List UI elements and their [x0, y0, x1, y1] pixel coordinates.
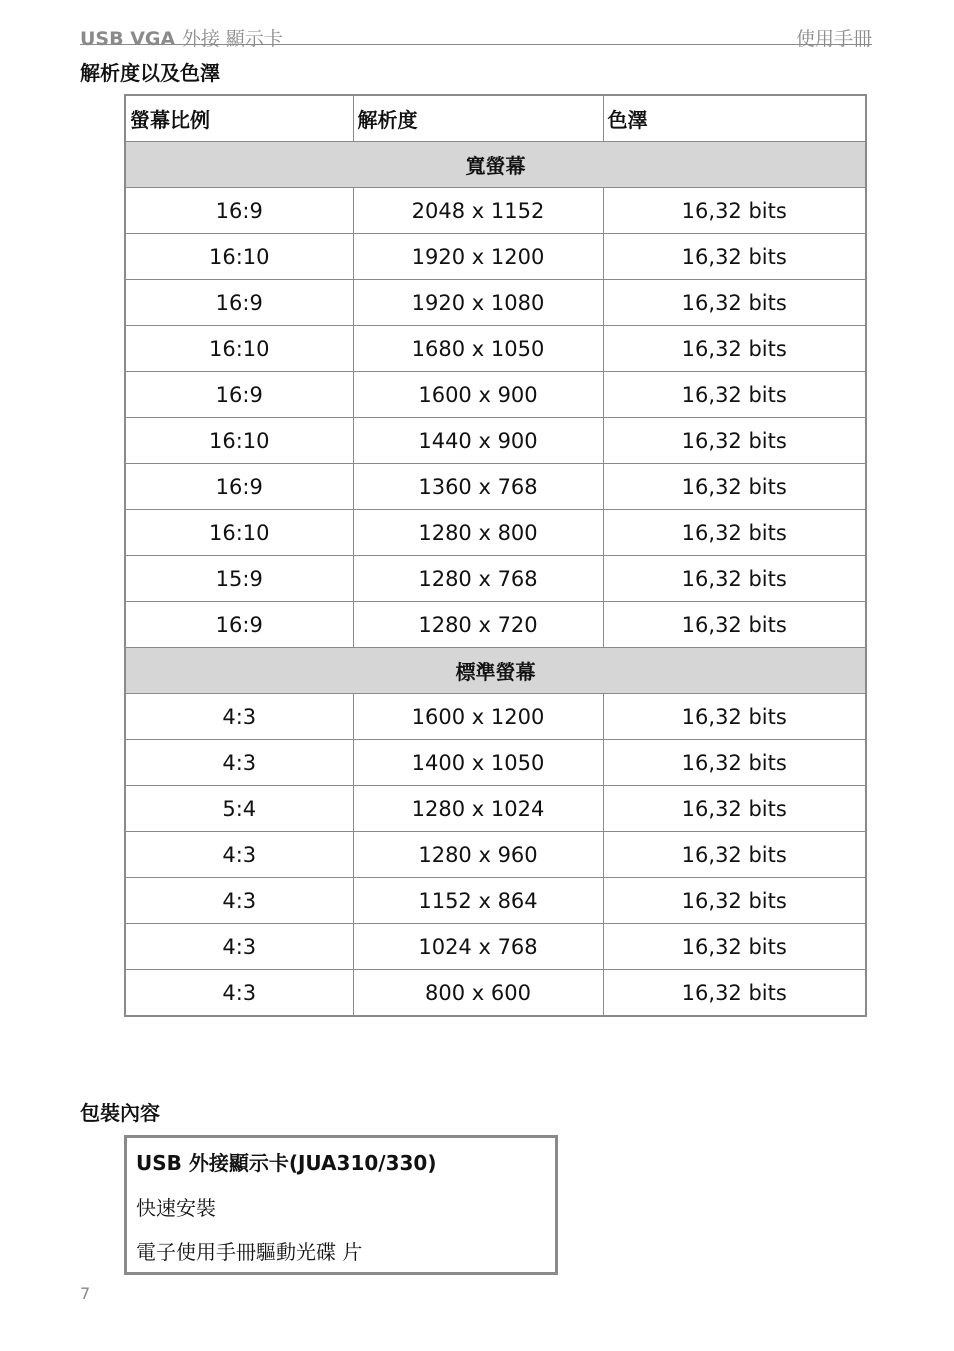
cell-color-depth: 16,32 bits	[603, 280, 866, 326]
table-row	[125, 556, 866, 602]
cell-resolution: 800 x 600	[353, 970, 603, 1017]
cell-resolution: 1600 x 1200	[353, 694, 603, 740]
table-row	[125, 188, 866, 234]
cell-aspect-ratio: 16:10	[125, 234, 353, 280]
cell-resolution: 2048 x 1152	[353, 188, 603, 234]
package-contents-box	[124, 1135, 558, 1275]
column-header-color-depth: 色澤	[603, 95, 866, 142]
table-row	[125, 924, 866, 970]
cell-aspect-ratio: 16:9	[125, 464, 353, 510]
package-item: USB 外接顯示卡(JUA310/330)	[136, 1151, 437, 1175]
table-row	[125, 740, 866, 786]
cell-aspect-ratio: 16:10	[125, 326, 353, 372]
cell-resolution: 1152 x 864	[353, 878, 603, 924]
package-section-title: 包裝內容	[80, 1101, 160, 1125]
cell-aspect-ratio: 4:3	[125, 832, 353, 878]
column-header-aspect-ratio: 螢幕比例	[125, 95, 353, 142]
cell-color-depth: 16,32 bits	[603, 970, 866, 1017]
cell-color-depth: 16,32 bits	[603, 832, 866, 878]
header-manual-label: 使用手冊	[795, 28, 872, 50]
resolution-table-body	[125, 95, 866, 1016]
resolution-table	[124, 94, 867, 1017]
package-item: 快速安裝	[136, 1196, 216, 1220]
table-group-row	[125, 648, 866, 694]
table-row	[125, 372, 866, 418]
cell-resolution: 1440 x 900	[353, 418, 603, 464]
cell-color-depth: 16,32 bits	[603, 694, 866, 740]
cell-aspect-ratio: 4:3	[125, 878, 353, 924]
cell-aspect-ratio: 5:4	[125, 786, 353, 832]
column-header-resolution: 解析度	[353, 95, 603, 142]
cell-resolution: 1280 x 800	[353, 510, 603, 556]
cell-aspect-ratio: 4:3	[125, 970, 353, 1017]
cell-resolution: 1280 x 960	[353, 832, 603, 878]
cell-aspect-ratio: 16:10	[125, 510, 353, 556]
cell-aspect-ratio: 16:9	[125, 602, 353, 648]
cell-color-depth: 16,32 bits	[603, 326, 866, 372]
page-number: 7	[80, 1284, 91, 1303]
cell-aspect-ratio: 15:9	[125, 556, 353, 602]
table-header-row	[125, 95, 866, 142]
cell-resolution: 1280 x 768	[353, 556, 603, 602]
cell-aspect-ratio: 16:10	[125, 418, 353, 464]
header-doc-title	[80, 24, 283, 51]
table-row	[125, 832, 866, 878]
cell-resolution: 1280 x 1024	[353, 786, 603, 832]
package-item: 電子使用手冊驅動光碟 片	[136, 1240, 363, 1264]
table-row	[125, 510, 866, 556]
cell-aspect-ratio: 4:3	[125, 740, 353, 786]
cell-aspect-ratio: 16:9	[125, 188, 353, 234]
table-row	[125, 786, 866, 832]
cell-color-depth: 16,32 bits	[603, 464, 866, 510]
table-row	[125, 234, 866, 280]
cell-resolution: 1920 x 1200	[353, 234, 603, 280]
table-group-row	[125, 142, 866, 188]
cell-aspect-ratio: 4:3	[125, 924, 353, 970]
cell-resolution: 1280 x 720	[353, 602, 603, 648]
table-row	[125, 694, 866, 740]
cell-aspect-ratio: 4:3	[125, 694, 353, 740]
cell-color-depth: 16,32 bits	[603, 510, 866, 556]
cell-color-depth: 16,32 bits	[603, 188, 866, 234]
table-row	[125, 970, 866, 1017]
table-row	[125, 418, 866, 464]
resolution-section-title: 解析度以及色澤	[80, 61, 220, 85]
group-label: 標準螢幕	[125, 648, 866, 694]
table-row	[125, 280, 866, 326]
header-doc-title-bold: USB VGA	[80, 28, 176, 50]
table-row	[125, 326, 866, 372]
cell-resolution: 1600 x 900	[353, 372, 603, 418]
cell-color-depth: 16,32 bits	[603, 556, 866, 602]
page-header	[80, 22, 872, 50]
cell-color-depth: 16,32 bits	[603, 878, 866, 924]
cell-color-depth: 16,32 bits	[603, 786, 866, 832]
cell-aspect-ratio: 16:9	[125, 280, 353, 326]
cell-aspect-ratio: 16:9	[125, 372, 353, 418]
cell-color-depth: 16,32 bits	[603, 740, 866, 786]
cell-color-depth: 16,32 bits	[603, 418, 866, 464]
cell-color-depth: 16,32 bits	[603, 372, 866, 418]
cell-resolution: 1400 x 1050	[353, 740, 603, 786]
table-row	[125, 602, 866, 648]
cell-resolution: 1024 x 768	[353, 924, 603, 970]
group-label: 寬螢幕	[125, 142, 866, 188]
cell-color-depth: 16,32 bits	[603, 602, 866, 648]
cell-resolution: 1680 x 1050	[353, 326, 603, 372]
cell-color-depth: 16,32 bits	[603, 234, 866, 280]
table-row	[125, 878, 866, 924]
cell-color-depth: 16,32 bits	[603, 924, 866, 970]
header-doc-title-sub: 外接 顯示卡	[181, 28, 283, 50]
cell-resolution: 1920 x 1080	[353, 280, 603, 326]
table-row	[125, 464, 866, 510]
cell-resolution: 1360 x 768	[353, 464, 603, 510]
